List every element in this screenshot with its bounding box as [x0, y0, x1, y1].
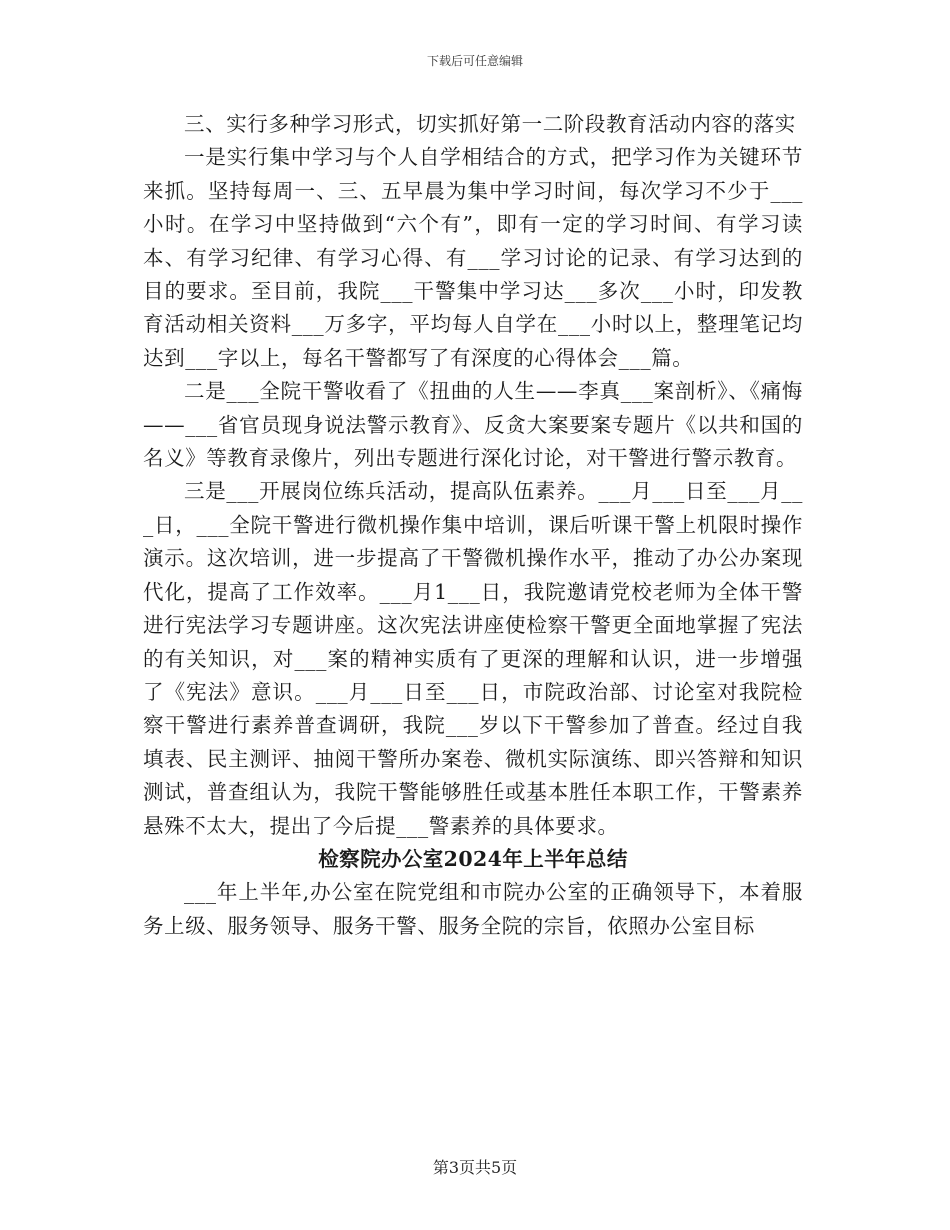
document-title: 检察院办公室2024年上半年总结 [318, 846, 628, 871]
body-paragraph: 一是实行集中学习与个人自学相结合的方式，把学习作为关键环节来抓。坚持每周一、三、五早晨为集中学习时间，每次学习不少于___小时。在学习中坚持做到“六个有”，即有一定的学习时间、有学习读本、有学习纪律、有学习心得、有___学习讨论的记录、有学习达到的目的要求。至目前，我院___干警集中学习达___多次___小时，印发教育活动相关资料___万多字，平均每人自学在___小时以上，整理笔记均达到___字以上，每名干警都写了有深度的心得体会___篇。 [143, 145, 803, 370]
page-footer: 第3页共5页 [432, 1158, 518, 1177]
section-heading-paragraph: 三、实行多种学习形式，切实抓好第一二阶段教育活动内容的落实 [184, 112, 796, 136]
document-body [143, 108, 803, 943]
body-paragraph: ___年上半年,办公室在院党组和市院办公室的正确领导下，本着服务上级、服务领导、服务干警、服务全院的宗旨，依照办公室目标 [143, 880, 803, 938]
page-header: 下载后可任意编辑 [426, 54, 523, 68]
body-paragraph: 二是___全院干警收看了《扭曲的人生——李真___案剖析》、《痛悔——___省官员现身说法警示教育》、反贪大案要案专题片《以共和国的名义》等教育录像片，列出专题进行深化讨论，对干警进行警示教育。 [143, 379, 803, 471]
body-paragraph: 三是___开展岗位练兵活动，提高队伍素养。___月___日至___月___日，___全院干警进行微机操作集中培训，课后听课干警上机限时操作演示。这次培训，进一步提高了干警微机操作水平，推动了办公办案现代化，提高了工作效率。___月1___日，我院邀请党校老师为全体干警进行宪法学习专题讲座。这次宪法讲座使检察干警更全面地掌握了宪法的有关知识，对___案的精神实质有了更深的理解和认识，进一步增强了《宪法》意识。___月___日至___日，市院政治部、讨论室对我院检察干警进行素养普查调研，我院___岁以下干警参加了普查。经过自我填表、民主测评、抽阅干警所办案卷、微机实际演练、即兴答辩和知识测试，普查组认为，我院干警能够胜任或基本胜任本职工作，干警素养悬殊不太大，提出了今后提___警素养的具体要求。 [143, 479, 803, 838]
